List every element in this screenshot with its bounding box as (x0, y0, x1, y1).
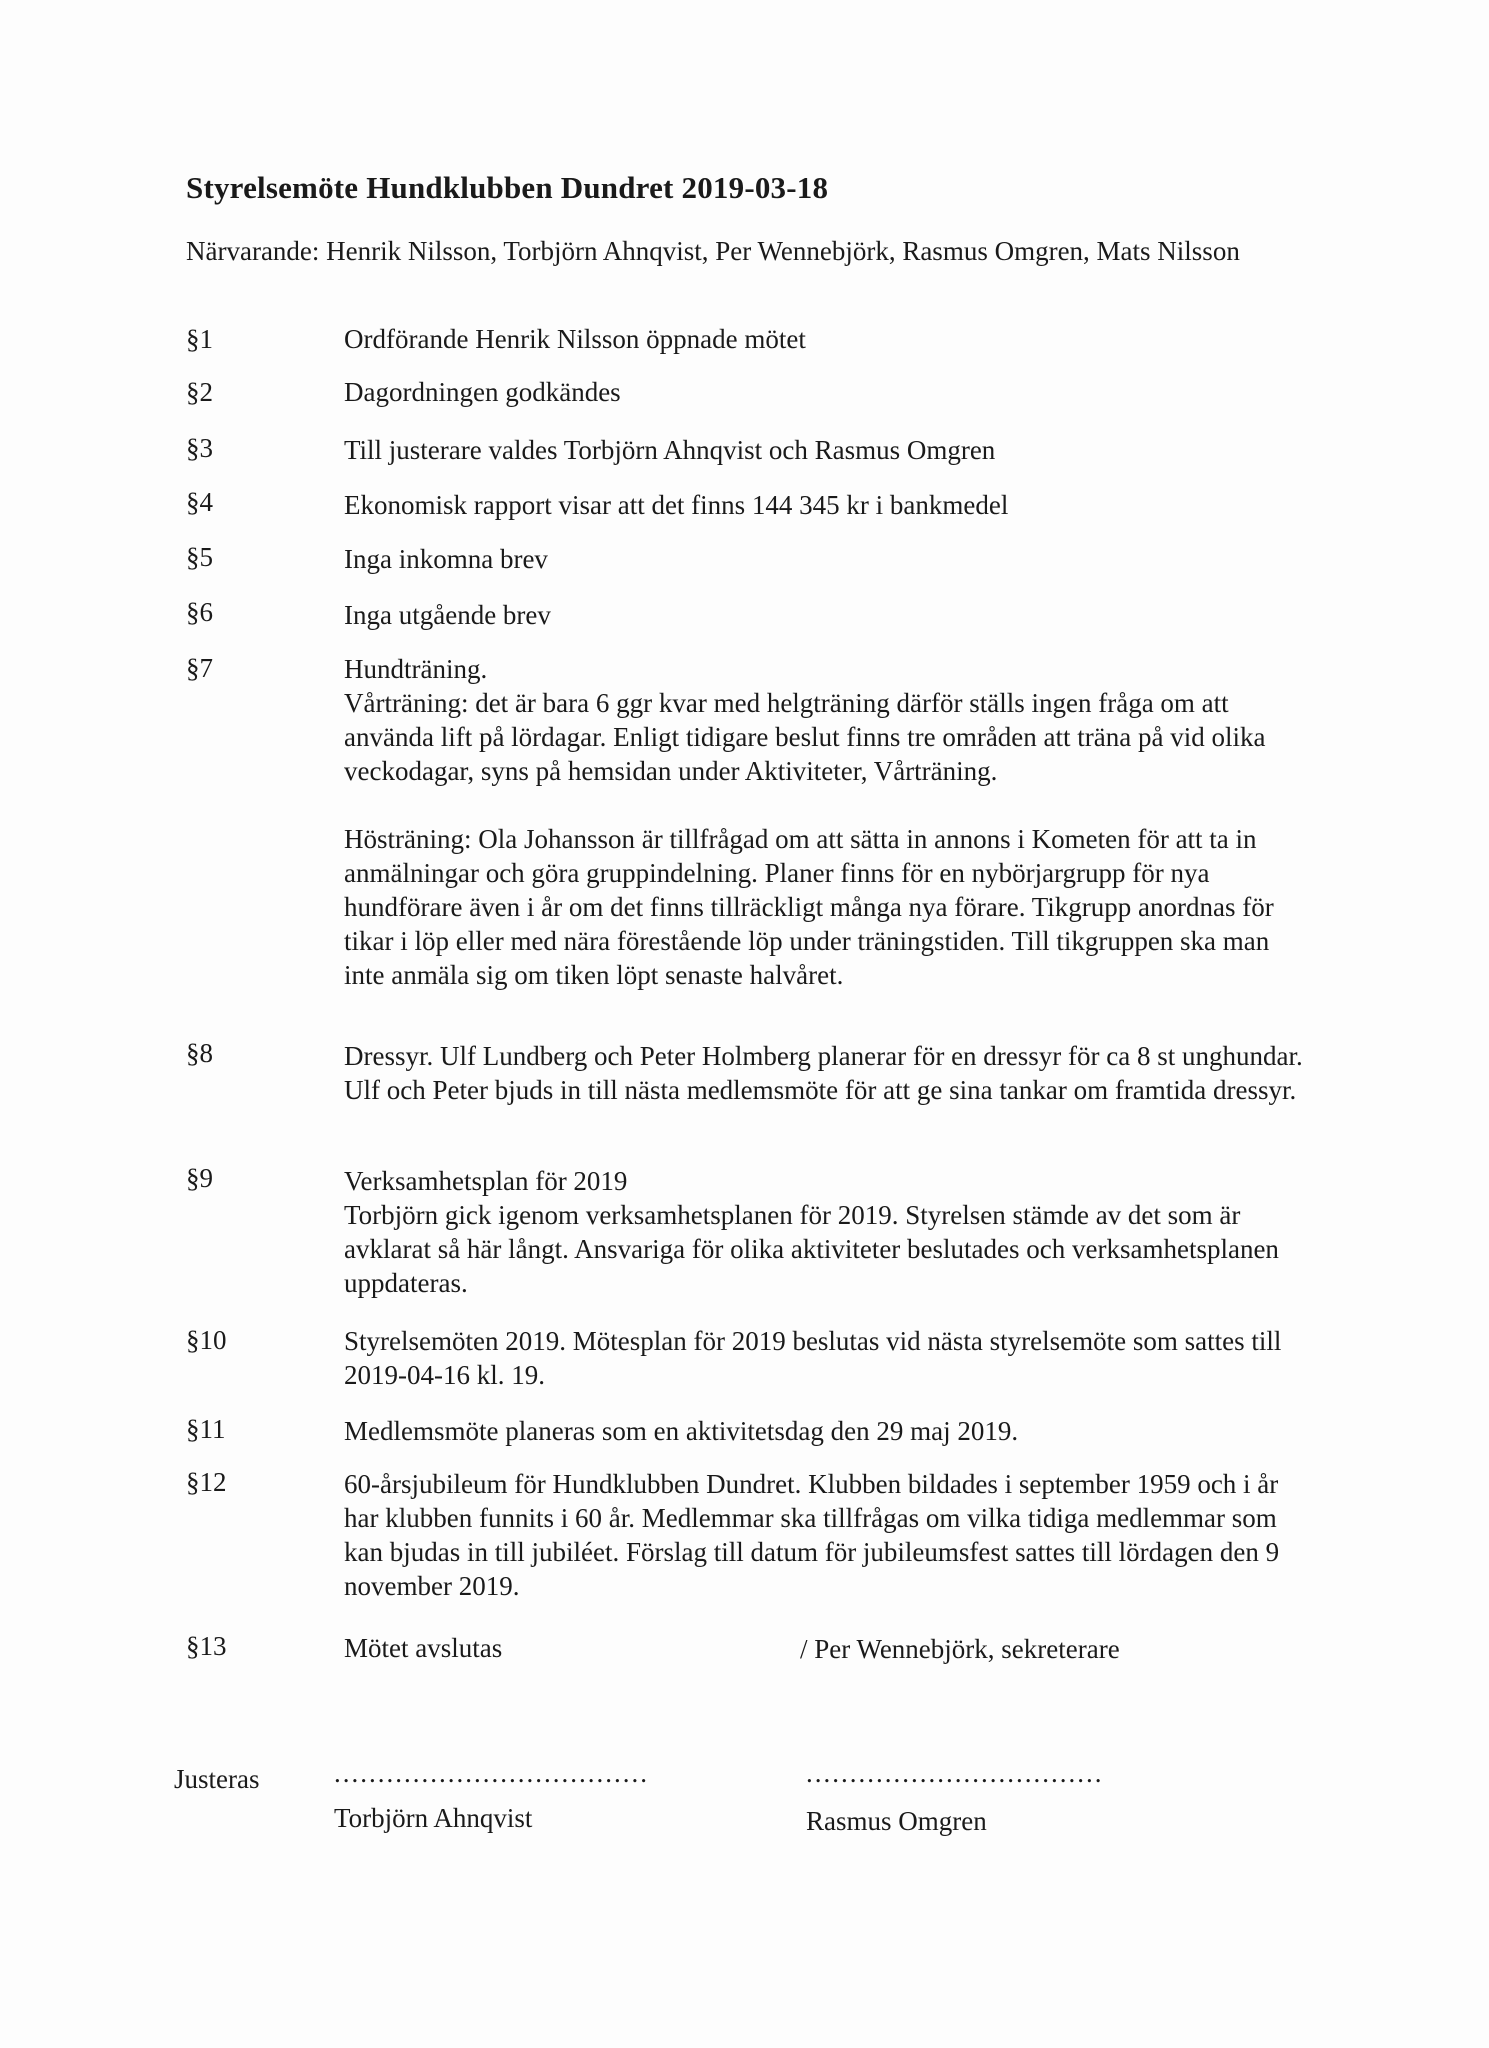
section-number: §6 (186, 597, 213, 627)
adjuster-name: Torbjörn Ahnqvist (334, 1803, 533, 1833)
section-number: §13 (186, 1631, 227, 1661)
attendees-line: Närvarande: Henrik Nilsson, Torbjörn Ahnqvist, Per Wennebjörk, Rasmus Omgren, Mats Nilsson (186, 236, 1240, 266)
section-number: §5 (186, 542, 213, 572)
section-number: §3 (186, 433, 213, 463)
section-paragraph: Hösträning: Ola Johansson är tillfrågad om att sätta in annons i Kometen för att ta in anmälningar och göra gruppindelning. Planer finns för en nybörjargrupp för nya hundförare även i år om det finns tillräckligt många nya förare. Tikgrupp anordnas för tikar i löp eller med nära förestående löp under träningstiden. Till tikgruppen ska man inte anmäla sig om tiken löpt senaste halvåret. (344, 824, 1274, 990)
adjust-label: Justeras (174, 1764, 260, 1794)
section-text: 60-årsjubileum för Hundklubben Dundret. Klubben bildades i september 1959 och i år har klubben funnits i 60 år. Medlemmar ska tillfrågas om vilka tidiga medlemmar som kan bjudas in till jubiléet. Förslag till datum för jubileumsfest sattes till lördagen den 9 november 2019. (344, 1469, 1280, 1601)
section-number: §10 (186, 1325, 227, 1355)
section-text: Dressyr. Ulf Lundberg och Peter Holmberg planerar för en dressyr för ca 8 st unghundar. Ulf och Peter bjuds in till nästa medlemsmöte för att ge sina tankar om framtida dressyr. (344, 1041, 1303, 1105)
section-text: Inga utgående brev (344, 600, 551, 630)
section-body (344, 1164, 1304, 1300)
section-text: Till justerare valdes Torbjörn Ahnqvist och Rasmus Omgren (344, 435, 996, 465)
section-paragraph: Torbjörn gick igenom verksamhetsplanen för 2019. Styrelsen stämde av det som är avklarat så här långt. Ansvariga för olika aktiviteter beslutades och verksamhetsplanen uppdateras. (344, 1200, 1279, 1298)
section-text: Medlemsmöte planeras som en aktivitetsdag den 29 maj 2019. (344, 1416, 1019, 1446)
adjuster-name: Rasmus Omgren (806, 1806, 987, 1836)
section-paragraph: Vårträning: det är bara 6 ggr kvar med helgträning därför ställs ingen fråga om att använda lift på lördagar. Enligt tidigare beslut finns tre områden att träna på vid olika veckodagar, syns på hemsidan under Aktiviteter, Vårträning. (344, 688, 1266, 786)
section-text: Styrelsemöten 2019. Mötesplan för 2019 beslutas vid nästa styrelsemöte som sattes till 2019-04-16 kl. 19. (344, 1326, 1282, 1390)
section-heading: Verksamhetsplan för 2019 (344, 1166, 628, 1196)
section-number: §12 (186, 1467, 227, 1497)
signature-line: .................................. (806, 1758, 1104, 1788)
signature-line: .................................... (334, 1758, 649, 1788)
section-text: Ekonomisk rapport visar att det finns 144 345 kr i bankmedel (344, 490, 1009, 520)
section-number: §2 (186, 377, 213, 407)
section-text: Ordförande Henrik Nilsson öppnade mötet (344, 324, 806, 354)
section-text: Dagordningen godkändes (344, 377, 621, 407)
section-number: §8 (186, 1038, 213, 1068)
document-title: Styrelsemöte Hundklubben Dundret 2019-03-18 (186, 170, 829, 205)
section-body (344, 652, 1304, 992)
section-number: §9 (186, 1163, 213, 1193)
secretary-signature: / Per Wennebjörk, sekreterare (800, 1634, 1120, 1664)
section-text: Inga inkomna brev (344, 544, 548, 574)
section-number: §1 (186, 324, 213, 354)
section-heading: Hundträning. (344, 654, 488, 684)
section-number: §11 (186, 1414, 226, 1444)
section-number: §7 (186, 653, 213, 683)
section-text: Mötet avslutas (344, 1633, 503, 1663)
section-number: §4 (186, 487, 213, 517)
